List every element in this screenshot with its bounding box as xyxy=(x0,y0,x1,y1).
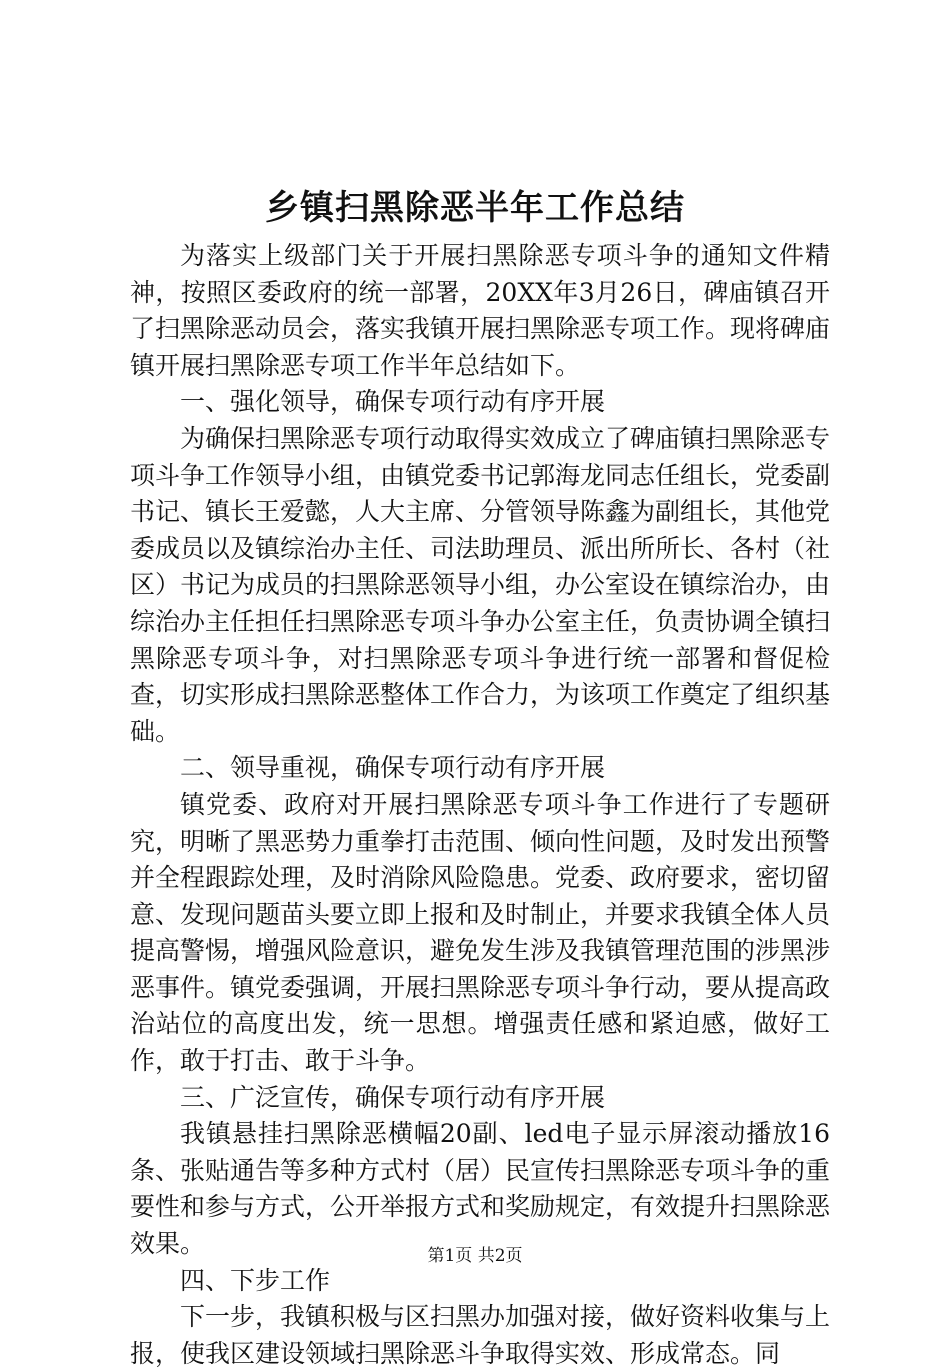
section-heading-3: 三、广泛宣传，确保专项行动有序开展 xyxy=(180,1082,606,1112)
section-paragraph-2: 镇党委、政府对开展扫黑除恶专项斗争工作进行了专题研究，明晰了黑恶势力重拳打击范围、倾向性问题，及时发出预警并全程跟踪处理，及时消除风险隐患。党委、政府要求，密切留意、发现问题苗头要立即上报和及时制止，并要求我镇全体人员提高警惕，增强风险意识，避免发生涉及我镇管理范围的涉黑涉恶事件。镇党委强调，开展扫黑除恶专项斗争行动，要从提高政治站位的高度出发，统一思想。增强责任感和紧迫感，做好工作，敢于打击、敢于斗争。 xyxy=(130,789,831,1076)
intro-paragraph: 为落实上级部门关于开展扫黑除恶专项斗争的通知文件精神，按照区委政府的统一部署，20XX年3月26日，碑庙镇召开了扫黑除恶动员会，落实我镇开展扫黑除恶专项工作。现将碑庙镇开展扫黑除恶专项工作半年总结如下。 xyxy=(130,241,831,380)
section-heading-4: 四、下步工作 xyxy=(180,1265,331,1295)
section-paragraph-1: 为确保扫黑除恶专项行动取得实效成立了碑庙镇扫黑除恶专项斗争工作领导小组，由镇党委书记郭海龙同志任组长，党委副书记、镇长王爱懿，人大主席、分管领导陈鑫为副组长，其他党委成员以及镇综治办主任、司法助理员、派出所所长、各村（社区）书记为成员的扫黑除恶领导小组，办公室设在镇综治办，由综治办主任担任扫黑除恶专项斗争办公室主任，负责协调全镇扫黑除恶专项斗争，对扫黑除恶专项斗争进行统一部署和督促检查，切实形成扫黑除恶整体工作合力，为该项工作奠定了组织基础。 xyxy=(130,423,831,746)
page-number-footer: 第1页 共2页 xyxy=(427,1246,523,1266)
section-paragraph-4: 下一步，我镇积极与区扫黑办加强对接，做好资料收集与上报，使我区建设领域扫黑除恶斗争取得实效、形成常态。同 xyxy=(130,1302,831,1368)
document-title: 乡镇扫黑除恶半年工作总结 xyxy=(265,188,685,228)
document-body xyxy=(130,238,830,1372)
section-heading-1: 一、强化领导，确保专项行动有序开展 xyxy=(180,387,606,417)
section-paragraph-3: 我镇悬挂扫黑除恶横幅20副、led电子显示屏滚动播放16条、张贴通告等多种方式村（居）民宣传扫黑除恶专项斗争的重要性和参与方式，公开举报方式和奖励规定，有效提升扫黑除恶效果。 xyxy=(130,1119,831,1259)
section-heading-2: 二、领导重视，确保专项行动有序开展 xyxy=(180,753,606,783)
